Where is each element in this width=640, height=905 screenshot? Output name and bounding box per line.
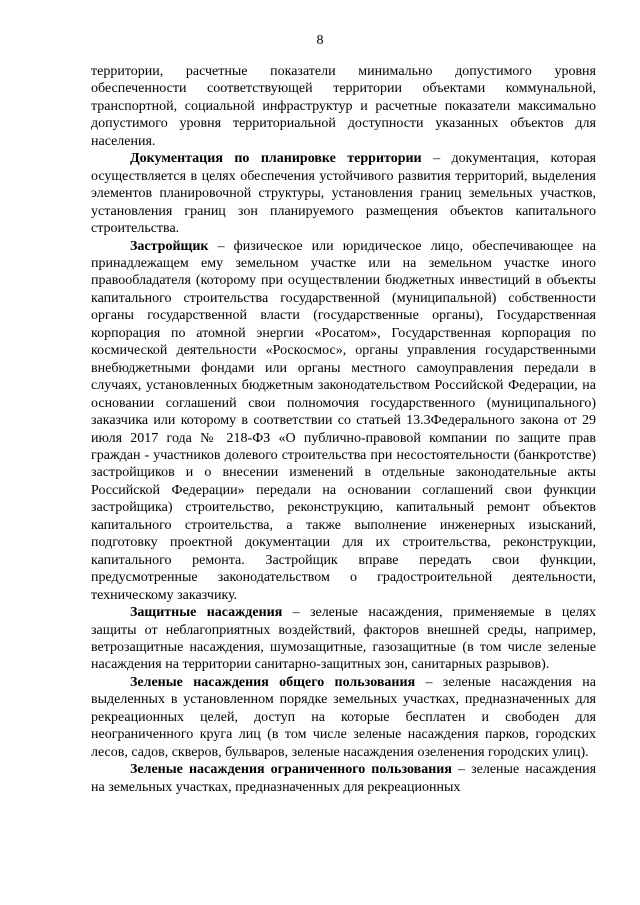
defined-term: Застройщик <box>130 238 209 254</box>
defined-term: Документация по планировке территории <box>130 151 422 167</box>
paragraph-documentation-definition <box>91 150 596 237</box>
page-number: 8 <box>316 33 324 48</box>
paragraph-text: территории, расчетные показатели минимально допустимого уровня обеспеченности соответствующей территории объектами коммунальной, транспортной, социальной инфраструктур и расчетные показатели максимально допустимого уровня территориальной доступности указанных объектов для населения. <box>91 64 596 149</box>
definition-text: – зеленые насаждения на земельных участках, предназначенных для рекреационных <box>91 762 597 795</box>
paragraph-public-green-plantings-definition <box>91 674 596 761</box>
document-body <box>91 63 596 796</box>
paragraph-continuation <box>91 63 596 150</box>
defined-term: Зеленые насаждения ограниченного пользования <box>130 762 452 778</box>
paragraph-restricted-green-plantings-definition <box>91 761 596 796</box>
paragraph-developer-definition <box>91 238 596 605</box>
definition-text: – документация, которая осуществляется в целях обеспечения устойчивого развития территорий, выделения элементов планировочной структуры, установления границ земельных участков, установления границ зон планируемого размещения объектов капитального строительства. <box>91 151 596 237</box>
defined-term: Защитные насаждения <box>130 605 283 621</box>
definition-text: – физическое или юридическое лицо, обеспечивающее на принадлежащем ему земельном участке или на земельном участке иного правообладателя (которому при осуществлении бюджетных инвестиций в объекты капитального строительства государственной (муниципальной) собственности органы государственной власти (государственные органы), Государственная корпорация по атомной энергии «Росатом», Государственная корпорация по космической деятельности «Роскосмос», органы управления государственными внебюджетными фондами или органы местного самоуправления передали в случаях, установленных бюджетным законодательством Российской Федерации, на основании соглашений свои полномочия государственного (муниципального) заказчика или которому в соответствии со статьей 13.3Федерального закона от 29 июля 2017 года № 218-ФЗ «О публично-правовой компании по защите прав граждан - участников долевого строительства при несостоятельности (банкротстве) застройщиков и о внесении изменений в отдельные законодательные акты Российской Федерации» передали на основании соглашений свои функции застройщика) строительство, реконструкцию, капитальный ремонт объектов капитального строительства, а также выполнение инженерных изысканий, подготовку проектной документации для их строительства, реконструкции, капитального ремонта. Застройщик вправе передать свои функции, предусмотренные законодательством о градостроительной деятельности, техническому заказчику. <box>91 238 596 603</box>
definition-text: – зеленые насаждения на выделенных в установленном порядке земельных участках, предназначенных для рекреационных целей, доступ на которые бесплатен и свободен для неограниченного круга лиц (в том числе зеленые насаждения парков, городских лесов, садов, скверов, бульваров, зеленые насаждения озеленения городских улиц). <box>91 674 596 760</box>
definition-text: – зеленые насаждения, применяемые в целях защиты от неблагоприятных воздействий, факторов внешней среды, например, ветрозащитные насаждения, шумозащитные, газозащитные (в том числе зеленые насаждения на территории санитарно-защитных зон, санитарных разрывов). <box>91 605 596 673</box>
paragraph-protective-plantings-definition <box>91 604 596 674</box>
defined-term: Зеленые насаждения общего пользования <box>130 674 416 690</box>
